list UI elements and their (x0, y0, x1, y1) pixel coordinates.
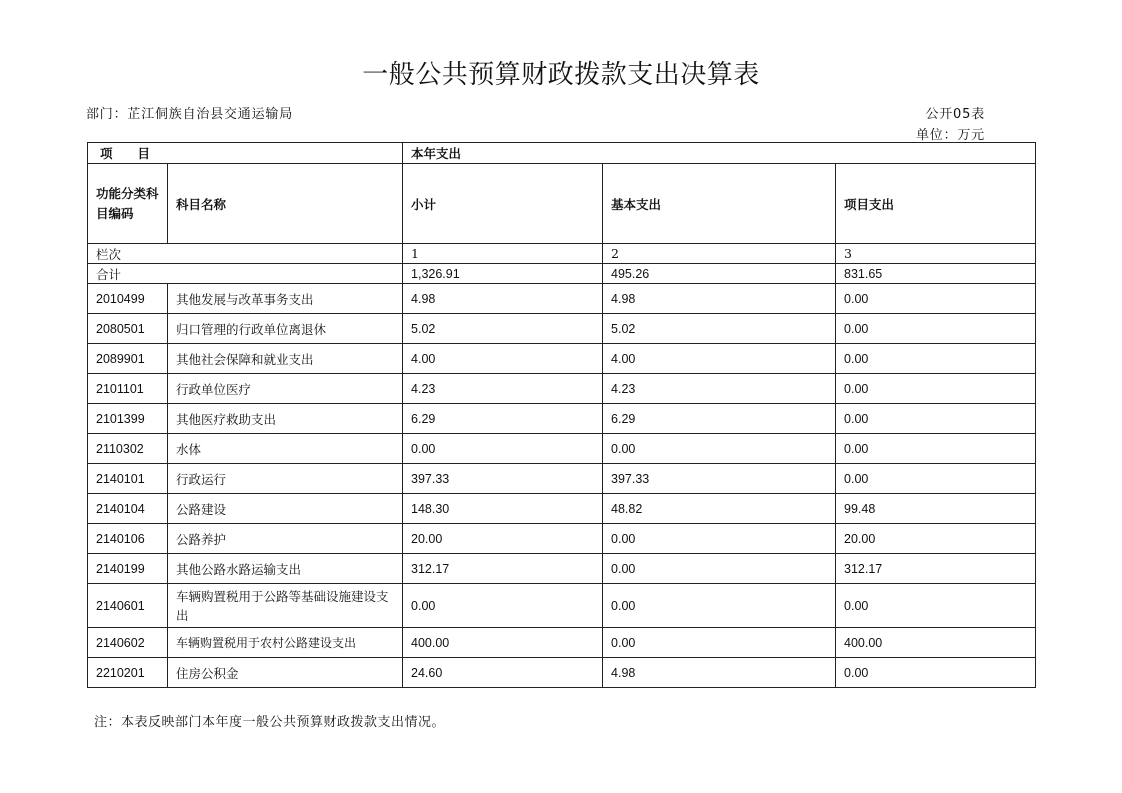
column-index-1: 1 (403, 244, 603, 264)
total-row (88, 264, 1036, 284)
total-basic: 495.26 (603, 264, 836, 284)
table-row (88, 494, 1036, 524)
table-row (88, 314, 1036, 344)
row-code: 2140106 (88, 524, 168, 554)
row-name: 其他公路水路运输支出 (168, 554, 403, 584)
row-subtotal: 6.29 (403, 404, 603, 434)
column-index-3: 3 (836, 244, 1036, 264)
header-row-group (88, 143, 1036, 164)
row-subtotal: 4.23 (403, 374, 603, 404)
row-basic: 0.00 (603, 554, 836, 584)
row-project: 0.00 (836, 374, 1036, 404)
row-code: 2140104 (88, 494, 168, 524)
row-code: 2080501 (88, 314, 168, 344)
row-project: 0.00 (836, 404, 1036, 434)
header-project: 项 目 (88, 143, 403, 164)
row-code: 2140602 (88, 628, 168, 658)
row-basic: 6.29 (603, 404, 836, 434)
row-subtotal: 148.30 (403, 494, 603, 524)
row-project: 0.00 (836, 284, 1036, 314)
header-code: 功能分类科目编码 (88, 164, 168, 244)
header-row-columns (88, 164, 1036, 244)
table-row (88, 554, 1036, 584)
row-basic: 0.00 (603, 434, 836, 464)
row-project: 0.00 (836, 434, 1036, 464)
row-subtotal: 5.02 (403, 314, 603, 344)
row-basic: 5.02 (603, 314, 836, 344)
column-index-label: 栏次 (88, 244, 403, 264)
table-row (88, 344, 1036, 374)
row-subtotal: 20.00 (403, 524, 603, 554)
table-row (88, 464, 1036, 494)
table-row (88, 658, 1036, 688)
row-code: 2101399 (88, 404, 168, 434)
table-row (88, 524, 1036, 554)
row-name: 公路建设 (168, 494, 403, 524)
row-subtotal: 312.17 (403, 554, 603, 584)
row-project: 20.00 (836, 524, 1036, 554)
row-name: 其他医疗救助支出 (168, 404, 403, 434)
table-row (88, 628, 1036, 658)
row-basic: 48.82 (603, 494, 836, 524)
form-number: 公开05表 (925, 107, 985, 122)
row-subtotal: 0.00 (403, 434, 603, 464)
row-basic: 0.00 (603, 584, 836, 628)
row-project: 0.00 (836, 344, 1036, 374)
row-subtotal: 24.60 (403, 658, 603, 688)
header-basic: 基本支出 (603, 164, 836, 244)
header-project-expense: 项目支出 (836, 164, 1036, 244)
row-subtotal: 0.00 (403, 584, 603, 628)
row-code: 2210201 (88, 658, 168, 688)
row-name: 水体 (168, 434, 403, 464)
row-code: 2010499 (88, 284, 168, 314)
row-code: 2110302 (88, 434, 168, 464)
table-row (88, 584, 1036, 628)
row-subtotal: 4.00 (403, 344, 603, 374)
row-basic: 0.00 (603, 524, 836, 554)
row-project: 0.00 (836, 584, 1036, 628)
row-basic: 4.00 (603, 344, 836, 374)
row-project: 0.00 (836, 464, 1036, 494)
row-code: 2101101 (88, 374, 168, 404)
row-project: 99.48 (836, 494, 1036, 524)
row-subtotal: 4.98 (403, 284, 603, 314)
unit-label: 单位：万元 (915, 128, 985, 143)
row-name: 车辆购置税用于农村公路建设支出 (168, 628, 403, 658)
budget-table-body (88, 143, 1036, 688)
department-label: 部门：芷江侗族自治县交通运输局 (86, 107, 294, 122)
table-row (88, 434, 1036, 464)
header-name: 科目名称 (168, 164, 403, 244)
row-name: 行政运行 (168, 464, 403, 494)
table-row (88, 284, 1036, 314)
column-index-row (88, 244, 1036, 264)
page-title: 一般公共预算财政拨款支出决算表 (362, 60, 760, 90)
total-project: 831.65 (836, 264, 1036, 284)
table-row (88, 404, 1036, 434)
row-name: 其他发展与改革事务支出 (168, 284, 403, 314)
row-name: 公路养护 (168, 524, 403, 554)
row-code: 2089901 (88, 344, 168, 374)
row-subtotal: 397.33 (403, 464, 603, 494)
row-project: 0.00 (836, 314, 1036, 344)
row-name: 车辆购置税用于公路等基础设施建设支出 (168, 584, 403, 628)
table-row (88, 374, 1036, 404)
row-project: 0.00 (836, 658, 1036, 688)
budget-table (87, 142, 1036, 688)
row-code: 2140101 (88, 464, 168, 494)
row-basic: 4.23 (603, 374, 836, 404)
row-name: 其他社会保障和就业支出 (168, 344, 403, 374)
total-label: 合计 (88, 264, 403, 284)
row-code: 2140601 (88, 584, 168, 628)
row-basic: 0.00 (603, 628, 836, 658)
total-subtotal: 1,326.91 (403, 264, 603, 284)
row-basic: 4.98 (603, 284, 836, 314)
row-basic: 4.98 (603, 658, 836, 688)
footnote: 注：本表反映部门本年度一般公共预算财政拨款支出情况。 (94, 715, 446, 730)
row-name: 行政单位医疗 (168, 374, 403, 404)
header-current-year: 本年支出 (403, 143, 1036, 164)
row-subtotal: 400.00 (403, 628, 603, 658)
row-project: 312.17 (836, 554, 1036, 584)
column-index-2: 2 (603, 244, 836, 264)
row-name: 住房公积金 (168, 658, 403, 688)
row-name: 归口管理的行政单位离退休 (168, 314, 403, 344)
row-basic: 397.33 (603, 464, 836, 494)
header-subtotal: 小计 (403, 164, 603, 244)
row-code: 2140199 (88, 554, 168, 584)
row-project: 400.00 (836, 628, 1036, 658)
